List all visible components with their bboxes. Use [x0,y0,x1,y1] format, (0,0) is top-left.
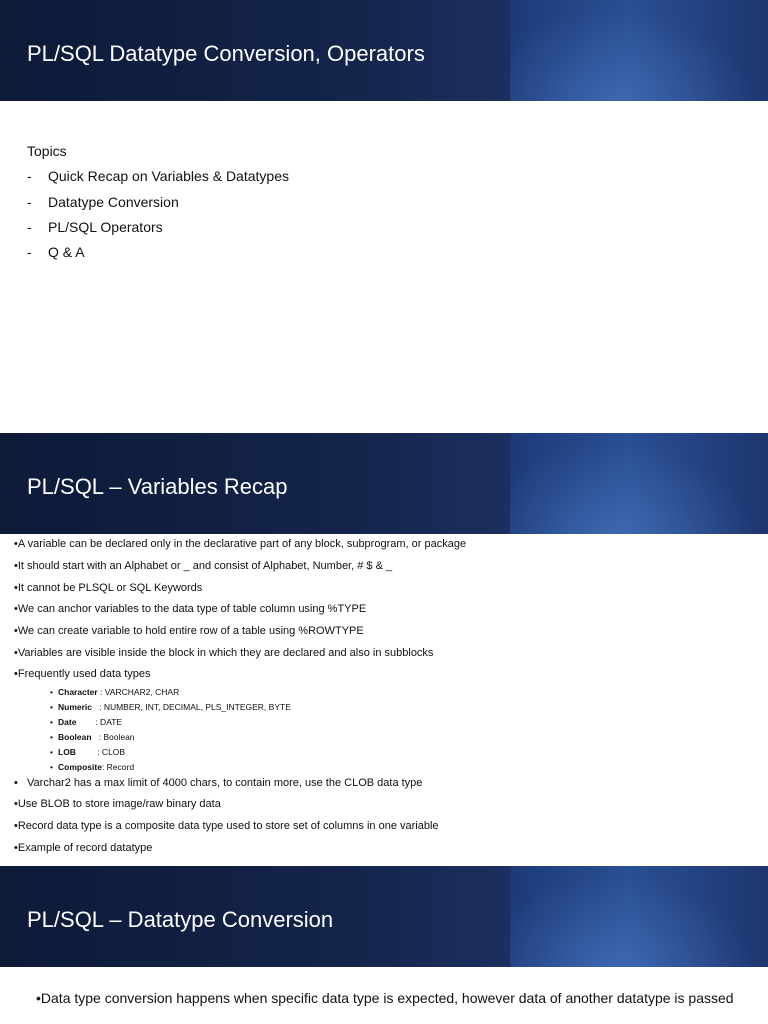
slide-3 [0,866,768,1024]
datatype-value: : Record [101,762,135,772]
datatype-item [50,687,179,697]
dash-marker: - [27,218,32,235]
datatype-item [50,717,122,727]
datatype-key: LOB [58,747,76,757]
datatype-value: : Boolean [91,732,135,742]
topics-list [27,164,289,265]
datatype-key: Numeric [58,702,93,712]
datatype-key: Character [58,687,98,697]
datatype-item [50,702,291,712]
datatype-item [50,762,134,772]
datatype-item [50,732,135,742]
dash-marker: - [27,168,32,185]
title-banner [0,433,768,534]
slide-title: PL/SQL – Datatype Conversion [27,907,334,932]
slide-2 [0,433,768,866]
datatype-key: Composite [58,762,102,772]
dash-marker: - [27,193,32,210]
bullet-line: •We can anchor variables to the data type of table column using %TYPE [14,603,367,615]
title-banner [0,0,768,101]
topic-text: Q & A [48,244,85,261]
bullet-marker: • [50,732,53,742]
bullet-line: •It cannot be PLSQL or SQL Keywords [14,582,203,594]
bullet-line: • Varchar2 has a max limit of 4000 chars, to contain more, use the CLOB data type [14,777,423,789]
bullet-line: •We can create variable to hold entire row of a table using %ROWTYPE [14,625,364,637]
list-item [27,240,289,265]
datatype-value: : DATE [76,717,123,727]
bullet-line: •Record data type is a composite data type used to store set of columns in one variable [14,820,439,832]
list-item [27,190,289,215]
slide-1 [0,0,768,433]
bullet-line: •It should start with an Alphabet or _ and consist of Alphabet, Number, # $ & _ [14,560,393,572]
list-item [27,164,289,189]
list-item [27,215,289,240]
topic-text: PL/SQL Operators [48,218,163,235]
conversion-bullet: •Data type conversion happens when specific data type is expected, however data of another datatype is passed [36,990,734,1006]
topic-text: Datatype Conversion [48,193,179,210]
slide-title: PL/SQL – Variables Recap [27,474,288,499]
datatype-value: : NUMBER, INT, DECIMAL, PLS_INTEGER, BYTE [92,702,291,712]
bullet-marker: • [50,762,53,772]
title-banner [0,866,768,967]
bullet-marker: • [50,717,53,727]
topic-text: Quick Recap on Variables & Datatypes [48,168,289,185]
datatype-key: Boolean [58,732,92,742]
bullet-line: •A variable can be declared only in the declarative part of any block, subprogram, or package [14,538,467,550]
slide-title: PL/SQL Datatype Conversion, Operators [27,41,425,66]
datatype-key: Date [58,717,77,727]
bullet-line: •Variables are visible inside the block in which they are declared and also in subblocks [14,647,434,659]
bullet-line: •Frequently used data types [14,668,151,680]
datatype-item [50,747,125,757]
bullet-marker: • [50,747,53,757]
bullet-marker: • [50,687,53,697]
topics-heading: Topics [27,143,67,159]
datatype-value: : VARCHAR2, CHAR [97,687,180,697]
dash-marker: - [27,244,32,261]
bullet-marker: • [50,702,53,712]
bullet-line: •Example of record datatype [14,842,153,854]
bullet-line: •Use BLOB to store image/raw binary data [14,798,221,810]
topics-block [27,139,289,265]
datatype-value: : CLOB [75,747,126,757]
